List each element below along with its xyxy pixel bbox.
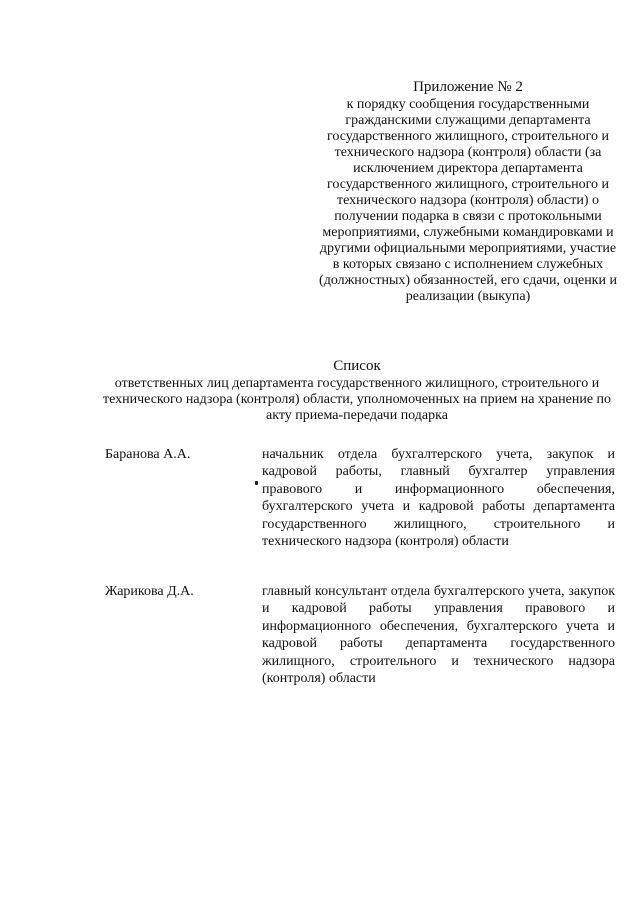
appendix-text: к порядку сообщения государственными гражданскими служащими департамента государственного жилищного, строительного и технического надзора (контроля) области (за исключением директора департамента государственного жилищного, строительного и технического надзора (контроля) области) о получении подарка в связи с протокольными мероприятиями, служебными командировками и другими официальными мероприятиями, участие в которых связано с исполнением служебных (должностных) обязанностей, его сдачи, оценки и реализации (выкупа) [319, 97, 617, 304]
entry-position: начальник отдела бухгалтерского учета, закупок и кадровой работы, главный бухгалтер управления правового и информационного обеспечения, бухгалтерского учета и кадровой работы департамента государственного жилищного, строительного и технического надзора (контроля) области [262, 447, 615, 550]
list-title: Список [333, 358, 381, 374]
entry-name: Жарикова Д.А. [105, 584, 194, 599]
list-subtitle: ответственных лиц департамента государственного жилищного, строительного и технического надзора (контроля) области, уполномоченных на прием на хранение по акту приема-передачи подарка [102, 376, 612, 423]
ink-mark [255, 481, 258, 485]
list-heading [92, 358, 622, 424]
entry-position: главный консультант отдела бухгалтерского учета, закупок и кадровой работы управления правового и информационного обеспечения, бухгалтерского учета и кадровой работы департамента государственного жилищного, строительного и технического надзора (контроля) области [262, 584, 615, 687]
appendix-header [318, 79, 618, 305]
appendix-title: Приложение № 2 [413, 79, 523, 95]
entry-name: Баранова А.А. [105, 447, 191, 462]
